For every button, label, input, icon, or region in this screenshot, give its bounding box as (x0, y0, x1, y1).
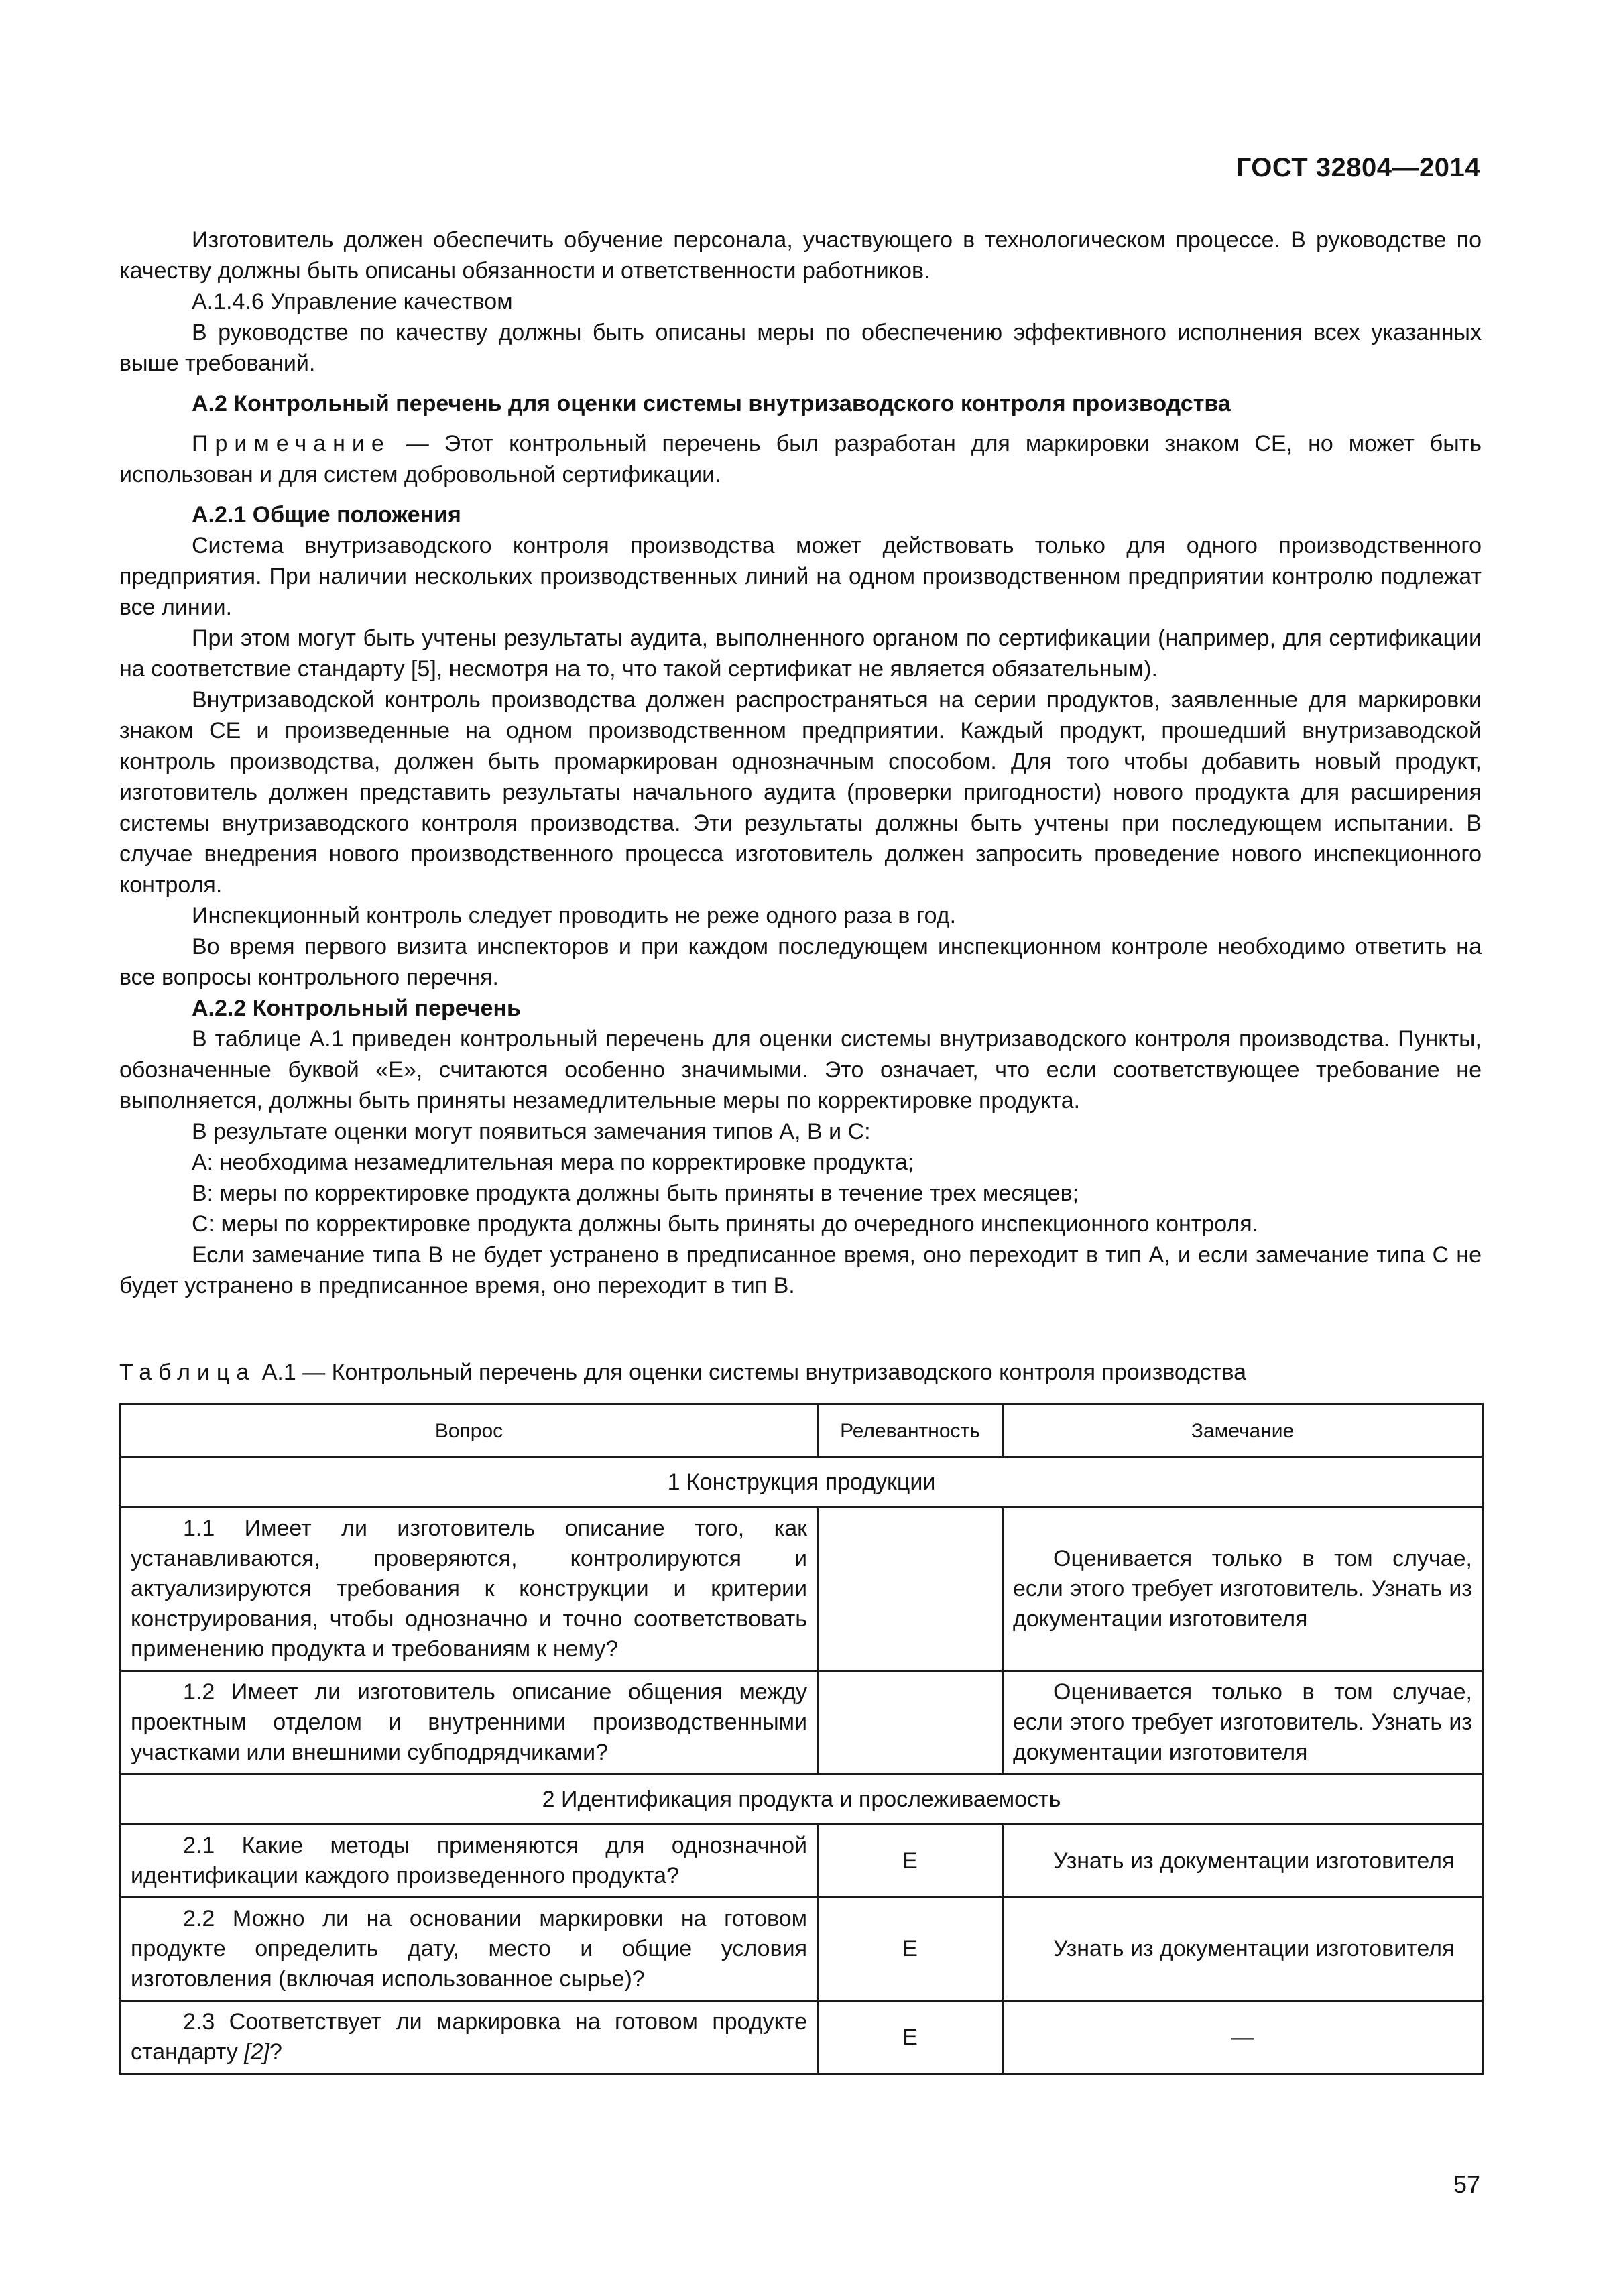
table-caption-text: А.1 — Контрольный перечень для оценки системы внутризаводского контроля производства (255, 1360, 1247, 1385)
question-cell: 2.1 Какие методы применяются для однозначной идентификации каждого произведенного продукта? (121, 1825, 818, 1898)
paragraph: Внутризаводской контроль производства должен распространяться на серии продуктов, заявленные для маркировки знаком СЕ и произведенные на одном производственном предприятии. Каждый продукт, прошедший внутризаводской контроль производства, должен быть промаркирован однозначным способом. Для того чтобы добавить новый продукт, изготовитель должен представить результаты начального аудита (проверки пригодности) нового продукта для расширения системы внутризаводского контроля производства. Эти результаты должны быть учтены при последующем испытании. В случае внедрения нового производственного процесса изготовитель должен запросить проведение нового инспекционного контроля. (119, 687, 1482, 898)
question-cell: 1.2 Имеет ли изготовитель описание общения между проектным отделом и внутренними производственными участками или внешними субподрядчиками? (121, 1671, 818, 1774)
table-row (121, 2001, 1483, 2074)
paragraph: В результате оценки могут появиться замечания типов А, В и С: (192, 1119, 871, 1144)
table-row (121, 1825, 1483, 1898)
list-item: А: необходима незамедлительная мера по корректировке продукта; (192, 1150, 914, 1175)
note-label: Примечание (192, 431, 391, 457)
standard-header: ГОСТ 32804—2014 (1236, 153, 1480, 182)
paragraph: Если замечание типа В не будет устранено в предписанное время, оно переходит в тип А, и если замечание типа С не будет устранено в предписанное время, оно переходит в тип В. (119, 1242, 1482, 1298)
question-cell: 1.1 Имеет ли изготовитель описание того, как устанавливаются, проверяются, контролируются и актуализируются требования к конструкции и критерии конструирования, чтобы однозначно и точно соответствовать применению продукта и требованиям к нему? (121, 1508, 818, 1671)
note (119, 428, 1482, 490)
remark-cell: — (1003, 2001, 1483, 2074)
section-row (121, 1457, 1483, 1508)
relevance-cell: Е (818, 1898, 1003, 2001)
section-title: 1 Конструкция продукции (121, 1457, 1483, 1508)
paragraph: Изготовитель должен обеспечить обучение персонала, участвующего в технологическом процессе. В руководстве по качеству должны быть описаны обязанности и ответственности работников. (119, 227, 1482, 284)
remark-cell: Оценивается только в том случае, если этого требует изготовитель. Узнать из документации изготовителя (1003, 1508, 1483, 1671)
reference-link: [2] (244, 2039, 269, 2065)
section-title: 2 Идентификация продукта и прослеживаемость (121, 1774, 1483, 1825)
relevance-cell (818, 1671, 1003, 1774)
header-question: Вопрос (121, 1404, 818, 1457)
checklist-table (119, 1403, 1484, 2075)
remark-cell: Оценивается только в том случае, если этого требует изготовитель. Узнать из документации изготовителя (1003, 1671, 1483, 1774)
table-row (121, 1508, 1483, 1671)
list-item: С: меры по корректировке продукта должны быть приняты до очередного инспекционного контроля. (192, 1211, 1259, 1237)
remark-cell: Узнать из документации изготовителя (1003, 1825, 1483, 1898)
paragraph: В руководстве по качеству должны быть описаны меры по обеспечению эффективного исполнения всех указанных выше требований. (119, 320, 1482, 376)
body-text (119, 225, 1482, 1301)
table-caption-label: Таблица (119, 1360, 256, 1385)
list-item: В: меры по корректировке продукта должны быть приняты в течение трех месяцев; (192, 1181, 1079, 1206)
table-row (121, 1898, 1483, 2001)
relevance-cell (818, 1508, 1003, 1671)
page-number: 57 (1453, 2171, 1480, 2198)
question-cell: 2.2 Можно ли на основании маркировки на готовом продукте определить дату, место и общие условия изготовления (включая использованное сырье)? (121, 1898, 818, 2001)
table-header-row (121, 1404, 1483, 1457)
paragraph: Система внутризаводского контроля производства может действовать только для одного производственного предприятия. При наличии нескольких производственных линий на одном производственном предприятии контролю подлежат все линии. (119, 533, 1482, 620)
relevance-cell: Е (818, 2001, 1003, 2074)
section-heading-a22: А.2.2 Контрольный перечень (192, 995, 521, 1021)
table-caption (119, 1357, 1246, 1387)
note-text: — Этот контрольный перечень был разработан для маркировки знаком СЕ, но может быть использован и для систем добровольной сертификации. (119, 431, 1482, 487)
paragraph: В таблице А.1 приведен контрольный перечень для оценки системы внутризаводского контроля производства. Пункты, обозначенные буквой «Е», считаются особенно значимыми. Это означает, что если соответствующее требование не выполняется, должны быть приняты незамедлительные меры по корректировке продукта. (119, 1026, 1482, 1113)
section-heading-a2: А.2 Контрольный перечень для оценки системы внутризаводского контроля производства (192, 391, 1231, 416)
section-row (121, 1774, 1483, 1825)
paragraph: Во время первого визита инспекторов и при каждом последующем инспекционном контроле необходимо ответить на все вопросы контрольного перечня. (119, 934, 1482, 990)
remark-cell: Узнать из документации изготовителя (1003, 1898, 1483, 2001)
paragraph: Инспекционный контроль следует проводить не реже одного раза в год. (192, 903, 957, 928)
paragraph: При этом могут быть учтены результаты аудита, выполненного органом по сертификации (например, для сертификации на соответствие стандарту [5], несмотря на то, что такой сертификат не является обязательным). (119, 625, 1482, 682)
section-heading-a21: А.2.1 Общие положения (192, 502, 461, 528)
header-relevance: Релевантность (818, 1404, 1003, 1457)
subsection-heading: А.1.4.6 Управление качеством (192, 289, 513, 314)
question-end: ? (269, 2039, 282, 2065)
question-cell (121, 2001, 818, 2074)
header-remark: Замечание (1003, 1404, 1483, 1457)
table-row (121, 1671, 1483, 1774)
question-text: 2.3 Соответствует ли маркировка на готовом продукте стандарту (131, 2009, 807, 2065)
relevance-cell: Е (818, 1825, 1003, 1898)
